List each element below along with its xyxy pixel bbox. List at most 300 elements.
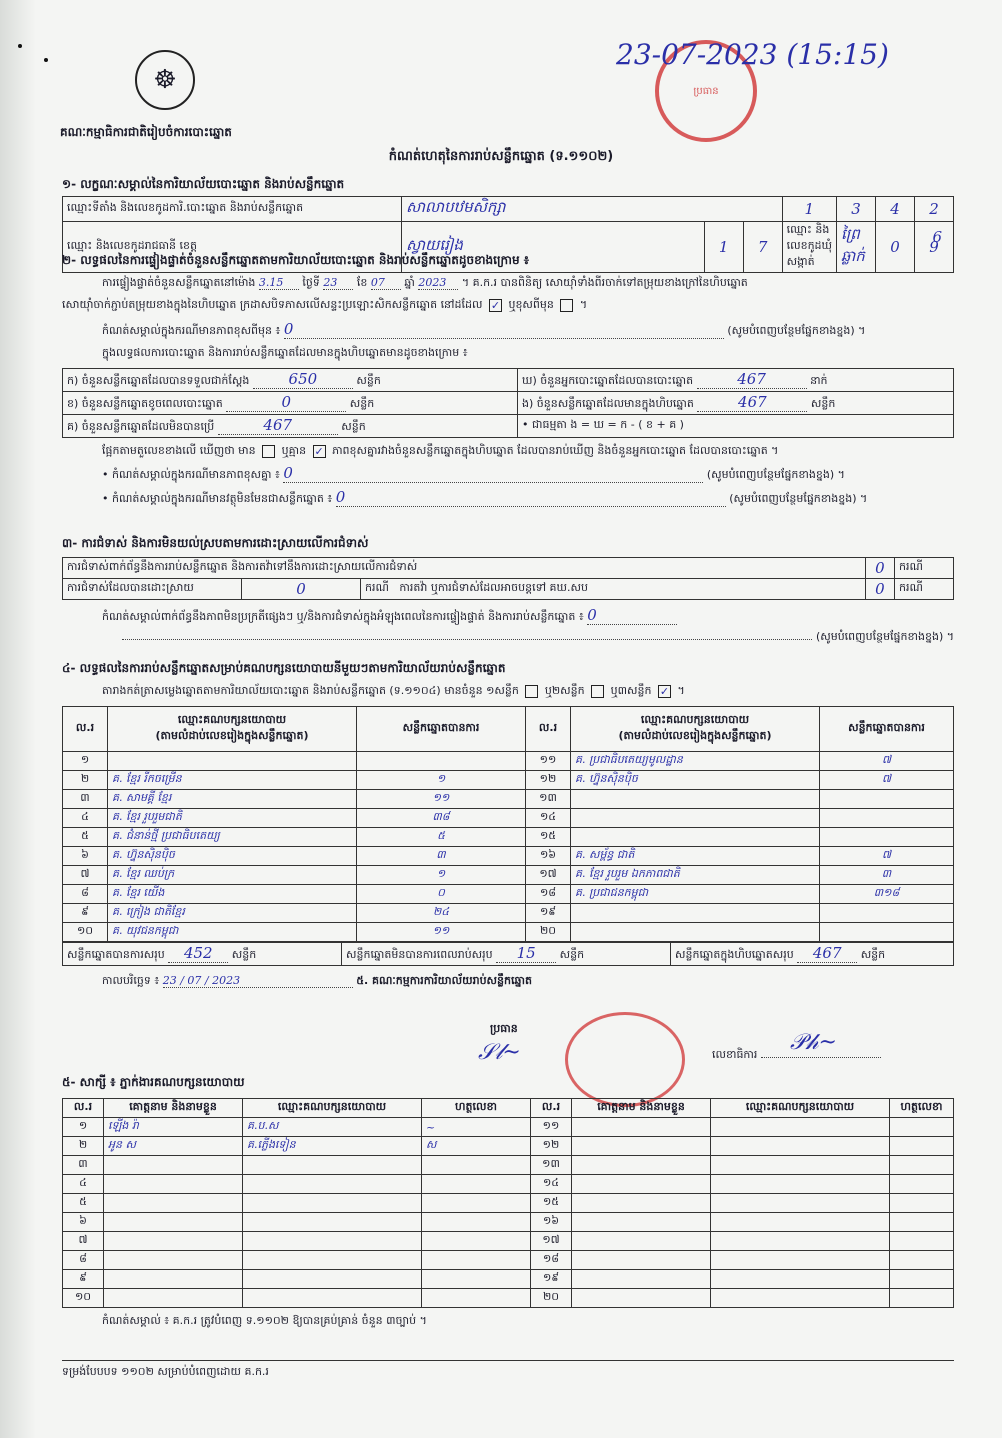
- row-no: ១៨: [531, 1251, 572, 1270]
- other-note-value: 0: [336, 488, 726, 507]
- row-no: ៣: [63, 790, 108, 809]
- party-name: [571, 904, 820, 923]
- party-votes: ៣១៨: [820, 885, 954, 904]
- document-title: កំណត់ហេតុនៃការរាប់សន្លឹកឆ្នោត (ទ.១១០២): [388, 149, 614, 164]
- case-unit: ករណី: [365, 581, 389, 594]
- official-stamp-icon: ប្រធាន: [655, 40, 757, 142]
- invalid-total-value: 15: [496, 944, 556, 963]
- scan-mark: [44, 58, 48, 62]
- col-party: ឈ្មោះគណបក្សនយោបាយ: [243, 1099, 422, 1118]
- col-no: ល.រ: [63, 707, 108, 752]
- case-unit: ករណី: [895, 579, 954, 600]
- row-no: ៣: [63, 1156, 104, 1175]
- authority-name: គណៈកម្មាធិការជាតិរៀបចំការបោះឆ្នោត: [60, 125, 232, 139]
- year-value: 2023: [418, 276, 458, 290]
- table-row: [63, 809, 954, 828]
- witness-signature: [890, 1270, 954, 1289]
- section-2: [62, 252, 954, 508]
- irregularity-note: [62, 606, 954, 626]
- party-votes: ១១: [357, 923, 526, 942]
- voters-value: 467: [697, 370, 807, 389]
- witness-party: [243, 1156, 422, 1175]
- witness-party: [711, 1194, 890, 1213]
- witness-party: [243, 1175, 422, 1194]
- seal-text: សោយ៉ាំចាក់ភ្ជាប់តម្រុយខាងក្នុងនៃហិបឆ្នោត ក្រដាសបិទភាសលើសន្ទះប្រឡោះសិកសន្លឹកឆ្នោត នៅដដែល: [62, 298, 483, 311]
- invalid-total-label: សន្លឹកឆ្នោតមិនបានការពេលរាប់សរុប: [346, 948, 493, 961]
- party-votes: [820, 923, 954, 942]
- in-box-label: ង) ចំនួនសន្លឹកឆ្នោតដែលមានក្នុងហិបឆ្នោត: [522, 397, 694, 410]
- spoiled-label: ខ) ចំនួនសន្លឹកឆ្នោតខូចពេលបោះឆ្នោត: [67, 397, 223, 410]
- table-row: [63, 866, 954, 885]
- party-name: គ. ខ្មែរ រួបរួម ឯកភាពជាតិ: [571, 866, 820, 885]
- witness-signature: [890, 1118, 954, 1137]
- appeal-value: 0: [865, 579, 894, 600]
- col-party: [108, 707, 357, 752]
- appeal-label: ការតវ៉ា ឬការជំទាស់ដែលអាចបន្តទៅ គឃ.សប: [399, 581, 588, 594]
- witness-name: [104, 1194, 243, 1213]
- row-no: ១៦: [526, 847, 571, 866]
- col-party: ឈ្មោះគណបក្សនយោបាយ: [711, 1099, 890, 1118]
- party-votes: [820, 790, 954, 809]
- objection-value: 0: [865, 558, 894, 579]
- commune-code-digit: 6: [932, 228, 942, 246]
- changed-label: ឬខុសពីមុន: [508, 298, 554, 311]
- table-row: [63, 1270, 954, 1289]
- commune-label: ឈ្មោះ និងលេខកូដឃុំ សង្កាត់: [782, 222, 836, 273]
- witness-party: [711, 1213, 890, 1232]
- row-no: ១៩: [526, 904, 571, 923]
- row-no: ១៥: [531, 1194, 572, 1213]
- row-no: ១១: [526, 752, 571, 771]
- date-value: 23 / 07 / 2023: [163, 974, 353, 988]
- party-name: [108, 752, 357, 771]
- box-total-label: សន្លឹកឆ្នោតក្នុងហិបឆ្នោតសរុប: [675, 948, 794, 961]
- diff-note: [62, 464, 954, 484]
- formula-text: • ជាធម្មតា ង = ឃ = ក - ( ខ + គ ): [518, 415, 954, 438]
- row-no: ៧: [63, 866, 108, 885]
- witness-signature: [890, 1137, 954, 1156]
- row-no: ១៥: [526, 828, 571, 847]
- unused-value: 467: [218, 416, 338, 435]
- table-row: [63, 1232, 954, 1251]
- witness-name: [104, 1156, 243, 1175]
- row-no: ២០: [531, 1289, 572, 1308]
- witness-party: គ.ភ្លើងទៀន: [243, 1137, 422, 1156]
- row-no: ១៧: [526, 866, 571, 885]
- section-4-title: ៤- លទ្ធផលនៃការរាប់សន្លឹកឆ្នោតសម្រាប់គណបក្សនយោបាយនីមួយៗតាមការិយាល័យរាប់សន្លឹកឆ្នោត: [62, 661, 506, 675]
- witness-signature: ~: [422, 1118, 531, 1137]
- witness-party: [711, 1251, 890, 1270]
- table-row: [63, 828, 954, 847]
- ballot-count-table: [62, 368, 954, 438]
- party-votes: [820, 828, 954, 847]
- witness-name: [572, 1251, 711, 1270]
- party-name: គ. ហ្វ៊ុនស៊ិនប៉ិច: [108, 847, 357, 866]
- party-votes: ១: [357, 866, 526, 885]
- box-total-value: 467: [797, 944, 857, 963]
- two-sheets-label: ឬ២សន្លឹក: [544, 684, 585, 697]
- commune-value: ព្រៃឆ្លាក់: [837, 222, 876, 273]
- party-name: គ. ខ្មែរ យើង: [108, 885, 357, 904]
- party-name: [571, 923, 820, 942]
- witness-signature: ស: [422, 1137, 531, 1156]
- tally-sheet-line: តារាងកត់ត្រាសម្លេងឆ្នោតតាមការិយាល័យបោះឆ្នោត និងរាប់សន្លឹកឆ្នោត (ទ.១១០៤) មានចំនួន ១សន្លឹក ឬ២សន្លឹក ឬ៣សន្លឹក ✓ ។: [102, 684, 685, 698]
- col-no: ល.រ: [531, 1099, 572, 1118]
- three-sheets-label: ឬ៣សន្លឹក: [610, 684, 652, 697]
- witness-name: [104, 1270, 243, 1289]
- witness-signature: [890, 1251, 954, 1270]
- other-note-label: • កំណត់សម្គាល់ក្នុងករណីមានវត្ថុមិនមែនជាសន្លឹកឆ្នោត ៖: [102, 492, 333, 505]
- year-label: ឆ្នាំ: [404, 276, 415, 289]
- diff-note-value: 0: [283, 464, 703, 483]
- two-sheets-checkbox[interactable]: [591, 685, 604, 698]
- witness-note: កំណត់សម្គាល់ ៖ គ.ក.រ ត្រូវបំពេញ ទ.១១០២ ឱ្យបានគ្រប់គ្រាន់ ចំនួន ៣ច្បាប់ ។: [102, 1314, 427, 1327]
- seal-note-label: កំណត់សម្គាល់ក្នុងករណីមានភាពខុសពីមុន ៖: [102, 324, 281, 337]
- table-row: [63, 1213, 954, 1232]
- witness-name: [572, 1289, 711, 1308]
- no-diff-checkbox[interactable]: ✓: [314, 444, 324, 458]
- party-name: គ. ខ្មែរ រួបរួមជាតិ: [108, 809, 357, 828]
- station-code-digit: 2: [915, 197, 954, 222]
- province-code-digit: 7: [743, 222, 782, 273]
- unit-label: សន្លឹក: [559, 948, 585, 961]
- witness-name: [572, 1232, 711, 1251]
- col-party-sub: (តាមលំដាប់លេខរៀងក្នុងសន្លឹកឆ្នោត): [618, 729, 772, 742]
- row-no: ២: [63, 1137, 104, 1156]
- witness-party: [711, 1118, 890, 1137]
- witness-party: [243, 1270, 422, 1289]
- party-votes: ៣: [820, 866, 954, 885]
- compare-text: ផ្អែកតាមតួលេខខាងលើ ឃើញថា មាន: [102, 444, 256, 457]
- party-name: គ. ប្រជាធិបតេយ្យមូលដ្ឋាន: [571, 752, 820, 771]
- party-votes: ១១: [357, 790, 526, 809]
- table-row: [63, 904, 954, 923]
- unit-label: សន្លឹក: [349, 397, 375, 410]
- table-row: [63, 1118, 954, 1137]
- results-totals: [62, 942, 954, 966]
- party-name: គ. ជំនាន់ថ្មី ប្រជាធិបតេយ្យ: [108, 828, 357, 847]
- witness-party: គ.ប.ស: [243, 1118, 422, 1137]
- unit-label: សន្លឹក: [356, 374, 381, 387]
- day-value: 23: [323, 276, 353, 290]
- witness-party: [711, 1289, 890, 1308]
- row-no: ១៣: [526, 790, 571, 809]
- hour-value: 3.15: [259, 276, 299, 290]
- party-votes: ៧: [820, 847, 954, 866]
- objection-label: ការជំទាស់ពាក់ព័ន្ធនឹងការរាប់សន្លឹកឆ្នោត និងការតវ៉ាទៅនឹងការដោះស្រាយលើការជំទាស់: [63, 558, 866, 579]
- section-3: [62, 535, 954, 646]
- party-votes: ០: [357, 885, 526, 904]
- received-label: ក) ចំនួនសន្លឹកឆ្នោតដែលបានទទួលជាក់ស្តែង: [67, 374, 250, 387]
- party-name: គ. យុវជនកម្ពុជា: [108, 923, 357, 942]
- verification-line: [62, 276, 954, 292]
- handwritten-timestamp: 23-07-2023 (15:15): [616, 38, 889, 71]
- party-name: គ. សាមគ្គី ខ្មែរ: [108, 790, 357, 809]
- station-code-digit: 3: [837, 197, 876, 222]
- row-no: ១: [63, 1118, 104, 1137]
- row-no: ១៤: [531, 1175, 572, 1194]
- commune-code-digit: 9: [915, 222, 954, 273]
- witness-party: [243, 1289, 422, 1308]
- row-no: ១៨: [526, 885, 571, 904]
- table-row: [63, 1137, 954, 1156]
- commune-code-digit: 0: [876, 222, 915, 273]
- fill-more-text: (សូមបំពេញបន្ថែមផ្នែកខាងខ្នង) ។: [727, 324, 866, 337]
- witness-name: [104, 1232, 243, 1251]
- party-name: គ. ក្រៀង ជាតិខ្មែរ: [108, 904, 357, 923]
- in-box-value: 467: [697, 393, 807, 412]
- chair-signature: 𝒮𝓁~: [478, 1040, 521, 1065]
- unit-label: សន្លឹក: [860, 948, 886, 961]
- witness-signature: [890, 1232, 954, 1251]
- witness-party: [711, 1270, 890, 1289]
- witness-party: [711, 1175, 890, 1194]
- row-no: ២០: [526, 923, 571, 942]
- fill-more-text: (សូមបំពេញបន្ថែមផ្នែកខាងខ្នង) ។: [815, 630, 954, 643]
- row-no: ៤: [63, 1175, 104, 1194]
- one-sheet-checkbox[interactable]: [525, 685, 538, 698]
- province-label: ឈ្មោះ និងលេខកូដរាជធានី ខេត្ត: [63, 222, 402, 273]
- witness-name: [572, 1270, 711, 1289]
- party-name: គ. សម្ព័ន្ធ ជាតិ: [571, 847, 820, 866]
- compare-rest: ភាពខុសគ្នារវាងចំនួនសន្លឹកឆ្នោតក្នុងហិបឆ្នោត ដែលបានរាប់ឃើញ និងចំនួនអ្នកបោះឆ្នោត ដែលបានបោះឆ្នោត ។: [332, 444, 779, 457]
- witness-name: [104, 1289, 243, 1308]
- seal-line: សោយ៉ាំចាក់ភ្ជាប់តម្រុយខាងក្នុងនៃហិបឆ្នោត ក្រដាសបិទភាសលើសន្ទះប្រឡោះសិកសន្លឹកឆ្នោត នៅដដែល ✓ ឬខុសពីមុន ។: [62, 298, 588, 312]
- row-no: ១៤: [526, 809, 571, 828]
- unit-label: នាក់: [810, 374, 828, 387]
- table-row: [63, 923, 954, 942]
- row-no: ៩: [63, 904, 108, 923]
- row-no: ១០: [63, 923, 108, 942]
- station-value: សាលាបឋមសិក្សា: [402, 197, 783, 222]
- fill-more-text: (សូមបំពេញបន្ថែមផ្នែកខាងខ្នង) ។: [706, 468, 845, 481]
- secretary-label: លេខាធិការ: [712, 1048, 758, 1061]
- scan-mark: [18, 44, 22, 48]
- seal-note-value: 0: [284, 320, 724, 339]
- has-diff-checkbox[interactable]: [262, 445, 275, 458]
- col-sign: ហត្ថលេខា: [890, 1099, 954, 1118]
- col-votes: សន្លឹកឆ្នោតបានការ: [357, 707, 526, 752]
- no-diff-label: ឬគ្មាន: [281, 444, 307, 457]
- spoiled-value: 0: [226, 393, 346, 412]
- witness-signature: [890, 1289, 954, 1308]
- other-note: [62, 488, 954, 508]
- witness-signature: [422, 1175, 531, 1194]
- section-1-title: ១- លក្ខណៈសម្គាល់នៃការិយាល័យបោះឆ្នោត និងរាប់សន្លឹកឆ្នោត: [62, 177, 345, 191]
- witness-signature: [422, 1232, 531, 1251]
- party-votes: ៧: [820, 752, 954, 771]
- party-votes: ៧: [820, 771, 954, 790]
- col-party: [571, 707, 820, 752]
- month-value: 07: [371, 276, 401, 290]
- witness-signature: [422, 1156, 531, 1175]
- party-name: [571, 809, 820, 828]
- three-sheets-checkbox[interactable]: ✓: [659, 684, 670, 698]
- col-votes: សន្លឹកឆ្នោតបានការ: [820, 707, 954, 752]
- province-code-digit: 1: [704, 222, 743, 273]
- province-value: ស្វាយរៀង: [402, 222, 705, 273]
- row-no: ១: [63, 752, 108, 771]
- col-name: គោត្តនាម និងនាមខ្លួន: [104, 1099, 243, 1118]
- voters-label: ឃ) ចំនួនអ្នកបោះឆ្នោតដែលបានបោះឆ្នោត: [522, 374, 694, 387]
- witness-name: [572, 1213, 711, 1232]
- party-results-table: [62, 706, 954, 942]
- row-no: ៩: [63, 1270, 104, 1289]
- witness-party: [243, 1213, 422, 1232]
- witness-name: អូន ស: [104, 1137, 243, 1156]
- col-party-label: ឈ្មោះគណបក្សនយោបាយ: [177, 713, 287, 726]
- unit-label: សន្លឹក: [341, 420, 366, 433]
- witness-name: [104, 1251, 243, 1270]
- row-no: ៤: [63, 809, 108, 828]
- resolved-value: 0: [242, 579, 361, 600]
- station-label: ឈ្មោះទីតាំង និងលេខកូដការិ.បោះឆ្នោត និងរាប់សន្លឹកឆ្នោត: [63, 197, 402, 222]
- col-sign: ហត្ថលេខា: [422, 1099, 531, 1118]
- month-label: ខែ: [356, 276, 368, 289]
- party-votes: [357, 752, 526, 771]
- party-name: គ. ខ្មែរ រីកចម្រើន: [108, 771, 357, 790]
- party-votes: [820, 809, 954, 828]
- table-row: [63, 1194, 954, 1213]
- party-votes: ២៤: [357, 904, 526, 923]
- row-no: ១៧: [531, 1232, 572, 1251]
- row-no: ៦: [63, 1213, 104, 1232]
- section-3-title: ៣- ការជំទាស់ និងការមិនយល់ស្របតាមការដោះស្រាយលើការជំទាស់: [62, 536, 369, 550]
- party-name: [571, 828, 820, 847]
- witness-party: [711, 1156, 890, 1175]
- col-party-label: ឈ្មោះគណបក្សនយោបាយ: [640, 713, 750, 726]
- unit-label: សន្លឹក: [231, 948, 257, 961]
- row-no: ៥: [63, 1194, 104, 1213]
- row-no: ២: [63, 771, 108, 790]
- witness-signature: [890, 1156, 954, 1175]
- case-unit: ករណី: [895, 558, 954, 579]
- witness-name: [572, 1137, 711, 1156]
- row-no: ៨: [63, 885, 108, 904]
- witness-name: [572, 1194, 711, 1213]
- date-label: កាលបរិច្ឆេទ ៖: [102, 974, 160, 987]
- table-row: [63, 885, 954, 904]
- committee-label: ៥. គណៈកម្មការការិយាល័យរាប់សន្លឹកឆ្នោត: [356, 974, 532, 987]
- secretary-signature: 𝒫𝒽~: [790, 1030, 837, 1055]
- party-votes: [820, 904, 954, 923]
- col-no: ល.រ: [526, 707, 571, 752]
- date-line: [62, 974, 954, 990]
- changed-checkbox[interactable]: [560, 299, 573, 312]
- secretary-dots: [761, 1057, 881, 1058]
- irregularity-value: 0: [587, 606, 677, 625]
- party-name: គ. ប្រជាជនកម្ពុជា: [571, 885, 820, 904]
- time-label: ការផ្ទៀងផ្ទាត់ចំនួនសន្លឹកឆ្នោតនៅម៉ោង: [102, 276, 256, 289]
- row-no: ១៦: [531, 1213, 572, 1232]
- table-row: [63, 1289, 954, 1308]
- tally-intro: តារាងកត់ត្រាសម្លេងឆ្នោតតាមការិយាល័យបោះឆ្នោត និងរាប់សន្លឹកឆ្នោត (ទ.១១០៤) មានចំនួន ១សន្លឹក: [102, 684, 519, 697]
- col-party-sub: (តាមលំដាប់លេខរៀងក្នុងសន្លឹកឆ្នោត): [155, 729, 309, 742]
- table-row: [63, 1156, 954, 1175]
- row-no: ១២: [531, 1137, 572, 1156]
- witness-signature: [422, 1213, 531, 1232]
- row-no: ១០: [63, 1289, 104, 1308]
- station-code-digit: 4: [876, 197, 915, 222]
- resolved-label: ការជំទាស់ដែលបានដោះស្រាយ: [63, 579, 242, 600]
- table-row: [63, 847, 954, 866]
- witness-signature: [422, 1270, 531, 1289]
- witness-name: [104, 1175, 243, 1194]
- day-label: ថ្ងៃទី: [302, 276, 320, 289]
- row-no: ៧: [63, 1232, 104, 1251]
- row-no: ១១: [531, 1118, 572, 1137]
- witness-party: [243, 1251, 422, 1270]
- section-4: [62, 660, 954, 990]
- witness-name: [104, 1213, 243, 1232]
- witness-name: ឡើង រ៉ា: [104, 1118, 243, 1137]
- section-5-title: ៥- សាក្សី ៖ ភ្នាក់ងារគណបក្សនយោបាយ: [62, 1075, 245, 1089]
- witness-party: [711, 1137, 890, 1156]
- seal-note: [62, 320, 954, 340]
- witness-table: [62, 1098, 954, 1308]
- nec-logo-icon: ☸: [135, 50, 195, 110]
- witness-signature: [890, 1213, 954, 1232]
- table-row: [63, 752, 954, 771]
- witness-party: [243, 1232, 422, 1251]
- row-no: ១២: [526, 771, 571, 790]
- party-votes: ១: [357, 771, 526, 790]
- verification-text: ។ គ.ក.រ បានពិនិត្យ សោយ៉ាំទាំងពីរចាក់ទៅតម្រុយខាងក្រៅនៃហិបឆ្នោត: [461, 276, 748, 289]
- unused-label: គ) ចំនួនសន្លឹកឆ្នោតដែលមិនបានប្រើ: [67, 420, 215, 433]
- witness-name: [572, 1156, 711, 1175]
- received-value: 650: [253, 370, 353, 389]
- resolved-unit-cell: [361, 579, 866, 600]
- row-no: ៨: [63, 1251, 104, 1270]
- witness-signature: [422, 1194, 531, 1213]
- logo-block: [110, 50, 220, 110]
- witness-party: [711, 1232, 890, 1251]
- row-no: ១៩: [531, 1270, 572, 1289]
- irregularity-label: កំណត់សម្គាល់ពាក់ព័ន្ធនឹងភាពមិនប្រក្រតីផ្សេងៗ ឬ/និងការជំទាស់ក្នុងអំឡុងពេលនៃការផ្ទៀងផ្ទាត់ និងការរាប់សន្លឹកឆ្នោត ៖: [102, 610, 584, 623]
- unit-label: សន្លឹក: [810, 397, 836, 410]
- compare-line: [62, 444, 954, 460]
- valid-total-value: 452: [168, 944, 228, 963]
- party-votes: ៣៨: [357, 809, 526, 828]
- witness-signature: [890, 1175, 954, 1194]
- row-no: ១៣: [531, 1156, 572, 1175]
- party-votes: ៥: [357, 828, 526, 847]
- witness-name: [572, 1118, 711, 1137]
- witness-signature: [422, 1251, 531, 1270]
- party-name: [571, 790, 820, 809]
- valid-total-label: សន្លឹកឆ្នោតបានការសរុប: [67, 948, 165, 961]
- count-intro: ក្នុងលទ្ធផលការបោះឆ្នោត និងការរាប់សន្លឹកឆ្នោតដែលមានក្នុងហិបឆ្នោតមានដូចខាងក្រោម ៖: [102, 346, 468, 359]
- table-row: [63, 790, 954, 809]
- party-name: គ. ខ្មែរ ឈប់ក្រ: [108, 866, 357, 885]
- same-checkbox[interactable]: ✓: [490, 298, 501, 312]
- table-row: [63, 1175, 954, 1194]
- witness-signature: [422, 1289, 531, 1308]
- fill-more-text: (សូមបំពេញបន្ថែមផ្នែកខាងខ្នង) ។: [729, 492, 868, 505]
- witness-name: [572, 1175, 711, 1194]
- col-name: គោត្តនាម និងនាមខ្លួន: [572, 1099, 711, 1118]
- witness-signature: [890, 1194, 954, 1213]
- diff-note-label: • កំណត់សម្គាល់ក្នុងករណីមានភាពខុសគ្នា ៖: [102, 468, 280, 481]
- party-votes: ៣: [357, 847, 526, 866]
- row-no: ៥: [63, 828, 108, 847]
- table-row: [63, 771, 954, 790]
- station-code-digit: 1: [782, 197, 836, 222]
- objection-table: [62, 557, 954, 600]
- footer-text: ទម្រង់បែបបទ ១១០២ សម្រាប់បំពេញដោយ គ.ក.រ: [62, 1360, 954, 1381]
- col-no: ល.រ: [63, 1099, 104, 1118]
- row-no: ៦: [63, 847, 108, 866]
